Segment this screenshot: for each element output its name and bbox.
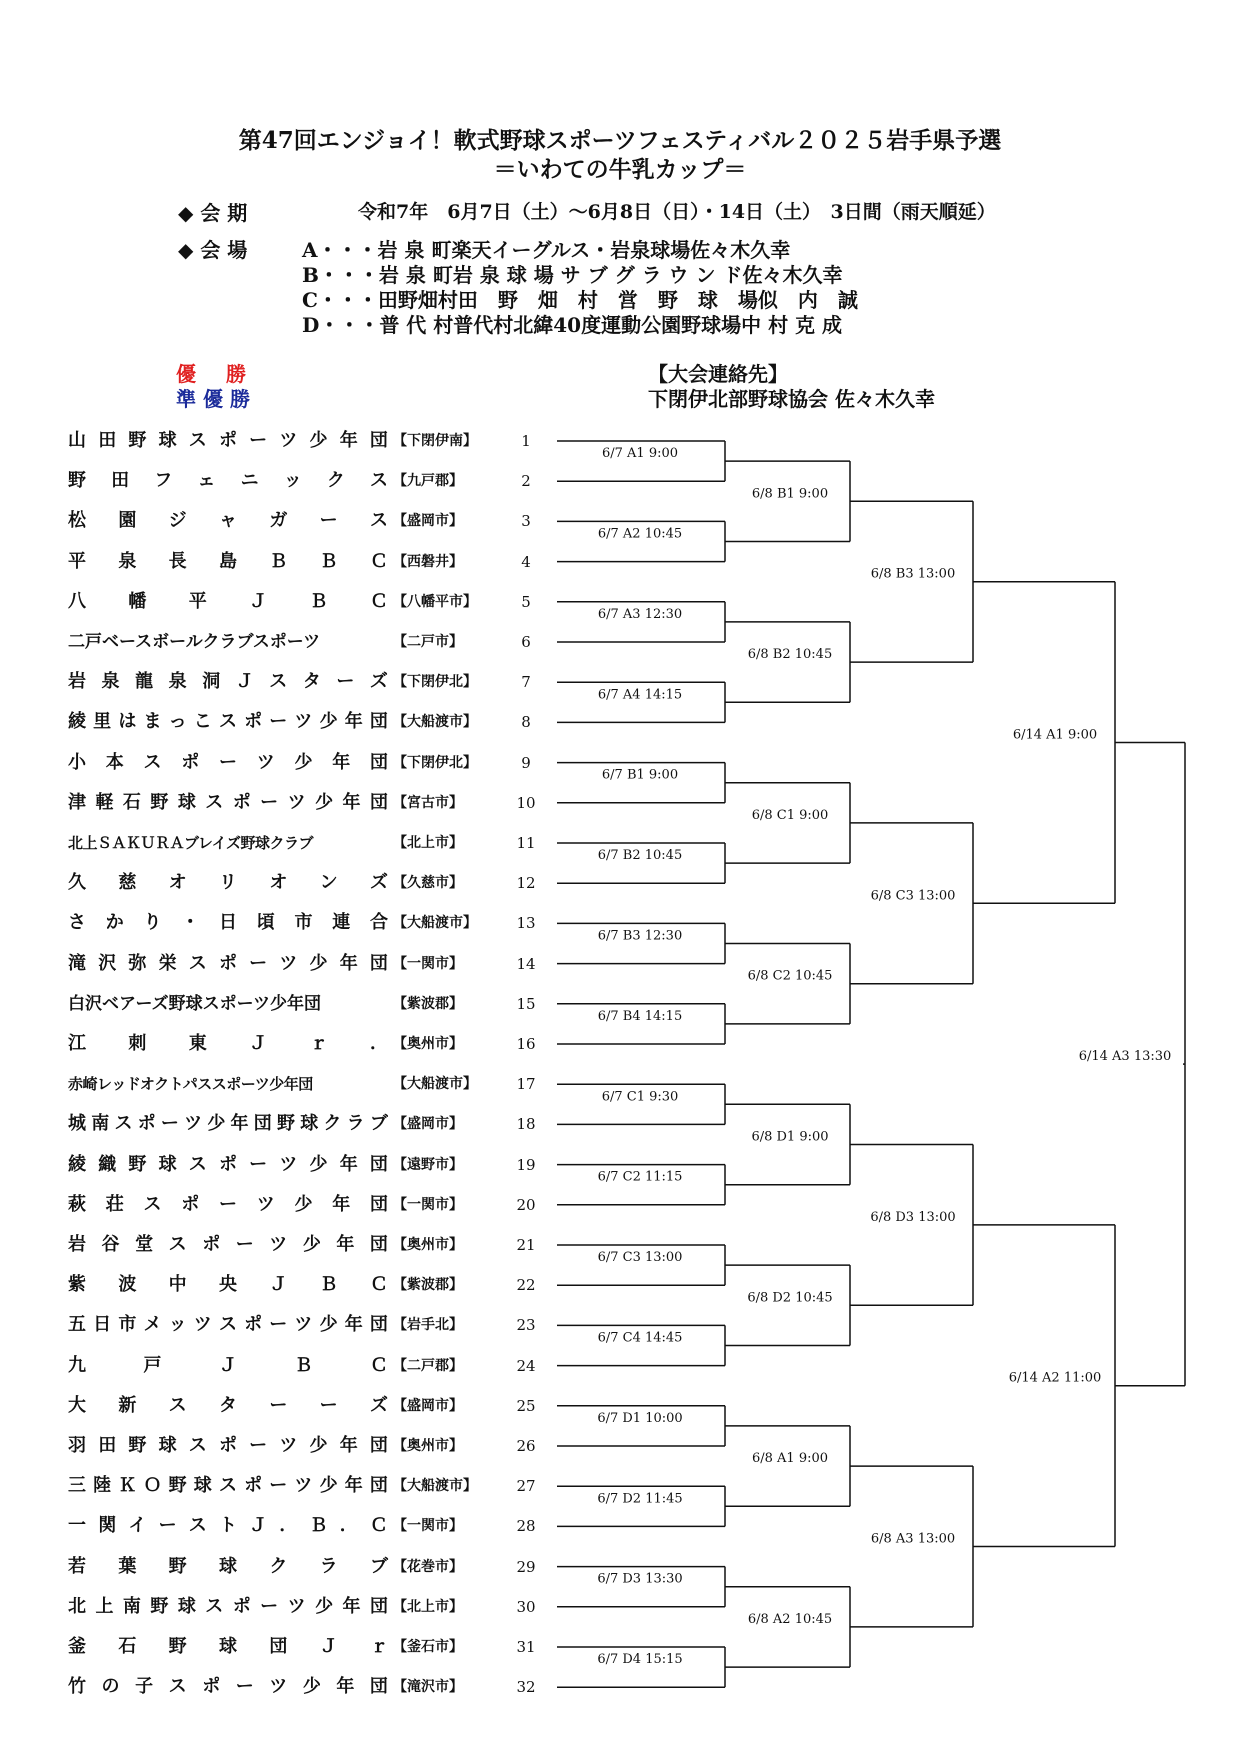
match-label: 6/8 C1 9:00 (751, 807, 829, 823)
match-label: 6/7 A2 10:45 (597, 526, 683, 542)
team-name: 五 日 市 メ ッ ツ ス ポ ー ツ 少 年 団 (68, 1314, 388, 1336)
team-name: 一 関 イ ー ス ト Ｊ ． Ｂ ． Ｃ (68, 1515, 388, 1537)
match-label: 6/7 B3 12:30 (597, 928, 683, 944)
team-number: 5 (521, 592, 531, 611)
team-region: 【大船渡市】 (393, 1478, 477, 1495)
team-region: 【八幡平市】 (393, 593, 477, 610)
match-label: 6/8 B1 9:00 (751, 486, 829, 502)
team-region: 【大船渡市】 (393, 1076, 477, 1093)
team-name: 山 田 野 球 ス ポ ー ツ 少 年 団 (68, 430, 388, 451)
team-region: 【大船渡市】 (393, 915, 477, 932)
runner-up-label: 準優勝 (176, 387, 257, 411)
team-region: 【岩手北】 (393, 1317, 463, 1334)
team-number: 26 (516, 1437, 536, 1455)
match-label: 6/7 B1 9:00 (601, 767, 679, 783)
team-region: 【一関市】 (393, 1196, 463, 1213)
match-label: 6/7 C2 11:15 (597, 1169, 683, 1185)
venue-c: C・・・田野畑村田 野 畑 村 営 野 球 場似 内 誠 (302, 288, 858, 312)
team-number: 10 (516, 793, 536, 812)
team-name: 紫 波 中 央 Ｊ Ｂ Ｃ (68, 1274, 388, 1296)
match-label: 6/8 C2 10:45 (747, 968, 833, 984)
team-number: 15 (516, 994, 536, 1013)
team-region: 【久慈市】 (393, 875, 463, 892)
team-name: 岩 谷 堂 ス ポ ー ツ 少 年 団 (68, 1234, 388, 1255)
team-number: 32 (516, 1678, 536, 1697)
match-label: 6/14 A1 9:00 (1012, 727, 1098, 743)
team-region: 【一関市】 (393, 955, 463, 972)
team-region: 【盛岡市】 (393, 1397, 463, 1414)
period-label: ◆ 会 期 (178, 201, 248, 225)
team-number: 12 (516, 874, 536, 893)
team-name: 綾 里 は ま っ こ ス ポ ー ツ 少 年 団 (68, 711, 388, 733)
tournament-title: 第47回エンジョイ！軟式野球スポーツフェスティバル２０２５岩手県予選 (238, 127, 1002, 154)
team-region: 【宮古市】 (393, 794, 463, 811)
match-label: 6/8 A3 13:00 (870, 1531, 956, 1547)
team-region: 【遠野市】 (393, 1156, 463, 1173)
team-region: 【下閉伊北】 (393, 754, 477, 771)
team-number: 31 (516, 1638, 536, 1656)
match-label: 6/8 A2 10:45 (747, 1611, 833, 1627)
match-label: 6/7 D4 15:15 (597, 1652, 683, 1668)
team-name: 滝 沢 弥 栄 ス ポ ー ツ 少 年 団 (68, 952, 388, 974)
contact-heading: 【大会連絡先】 (648, 362, 788, 386)
team-number: 28 (516, 1517, 536, 1536)
team-number: 29 (516, 1557, 536, 1576)
match-label: 6/7 D1 10:00 (597, 1410, 683, 1426)
team-name: 岩 泉 龍 泉 洞 Ｊ ス タ ー ズ (68, 671, 388, 693)
match-label: 6/7 A4 14:15 (597, 687, 683, 703)
match-label: 6/7 B4 14:15 (597, 1008, 683, 1024)
team-name: 赤崎レッドオクトパススポーツ少年団 (68, 1075, 313, 1094)
match-label: 6/8 A1 9:00 (751, 1451, 829, 1467)
team-region: 【奥州市】 (393, 1237, 463, 1253)
match-label: 6/7 C3 13:00 (597, 1250, 683, 1266)
team-number: 14 (516, 954, 536, 973)
team-name: 小 本 ス ポ ー ツ 少 年 団 (68, 751, 388, 773)
team-number: 23 (516, 1316, 536, 1335)
team-number: 17 (516, 1075, 536, 1094)
team-name: 羽 田 野 球 ス ポ ー ツ 少 年 団 (68, 1435, 388, 1456)
team-region: 【紫波郡】 (393, 1277, 463, 1294)
team-name: 大 新 ス タ ー ー ズ (68, 1394, 388, 1416)
team-region: 【下閉伊北】 (393, 674, 477, 691)
team-name: 松 園 ジ ャ ガ ー ス (68, 510, 388, 532)
team-region: 【下閉伊南】 (393, 433, 477, 449)
team-region: 【一関市】 (393, 1518, 463, 1535)
tournament-subtitle: ＝いわての牛乳カップ＝ (493, 156, 747, 183)
venue-label: ◆ 会 場 (178, 238, 248, 262)
team-name: さ か り ・ 日 頃 市 連 合 (68, 912, 388, 934)
team-region: 【奥州市】 (393, 1438, 463, 1454)
match-label: 6/8 D1 9:00 (751, 1129, 829, 1145)
team-name: 萩 荘 ス ポ ー ツ 少 年 団 (68, 1193, 388, 1215)
team-name: 北上ＳＡＫＵＲＡブレイズ野球クラブ (68, 834, 314, 852)
team-number: 3 (521, 512, 531, 531)
match-label: 6/7 D3 13:30 (597, 1571, 683, 1587)
contact-body: 下閉伊北部野球協会 佐々木久幸 (648, 387, 935, 411)
team-name: 江 刺 東 Ｊ ｒ ． (68, 1033, 388, 1054)
team-region: 【滝沢市】 (393, 1679, 463, 1696)
venue-d: D・・・普 代 村普代村北緯40度運動公園野球場中 村 克 成 (302, 313, 842, 337)
team-number: 11 (516, 834, 536, 852)
team-region: 【二戸市】 (393, 634, 463, 650)
team-number: 24 (516, 1356, 536, 1375)
team-number: 30 (516, 1597, 536, 1616)
team-number: 21 (516, 1236, 536, 1254)
team-number: 19 (516, 1155, 536, 1174)
team-region: 【北上市】 (393, 1598, 463, 1615)
match-label: 6/7 C1 9:30 (601, 1089, 679, 1105)
team-number: 9 (521, 753, 531, 772)
match-label: 6/14 A2 11:00 (1008, 1370, 1102, 1386)
team-region: 【花巻市】 (393, 1558, 463, 1575)
team-number: 2 (521, 472, 531, 491)
team-name: 若 葉 野 球 ク ラ ブ (68, 1555, 388, 1577)
team-name: 白沢ベアーズ野球スポーツ少年団 (68, 993, 321, 1014)
winner-label: 優勝 (176, 362, 276, 386)
match-label: 6/8 B2 10:45 (747, 647, 833, 663)
team-name: 二戸ベースボールクラブスポーツ (68, 632, 321, 652)
team-number: 8 (521, 713, 531, 732)
team-region: 【盛岡市】 (393, 513, 463, 530)
team-region: 【釜石市】 (393, 1639, 463, 1655)
team-region: 【奥州市】 (393, 1036, 463, 1052)
match-label: 6/14 A3 13:30 (1078, 1049, 1172, 1065)
team-name: 八 幡 平 Ｊ Ｂ Ｃ (68, 590, 388, 612)
team-region: 【大船渡市】 (393, 714, 477, 731)
team-region: 【九戸郡】 (393, 473, 463, 490)
team-region: 【紫波郡】 (393, 995, 463, 1012)
match-label: 6/7 A3 12:30 (597, 606, 683, 622)
match-label: 6/7 B2 10:45 (597, 848, 683, 864)
match-label: 6/8 B3 13:00 (870, 566, 956, 582)
team-number: 18 (516, 1115, 536, 1134)
team-name: 津 軽 石 野 球 ス ポ ー ツ 少 年 団 (68, 791, 388, 813)
team-name: 綾 織 野 球 ス ポ ー ツ 少 年 団 (68, 1153, 388, 1175)
match-label: 6/8 D3 13:00 (870, 1209, 956, 1225)
match-label: 6/7 A1 9:00 (601, 446, 679, 462)
team-name: 平 泉 長 島 Ｂ Ｂ Ｃ (68, 550, 388, 572)
team-name: 久 慈 オ リ オ ン ズ (68, 872, 388, 894)
team-region: 【北上市】 (393, 835, 463, 851)
team-region: 【西磐井】 (393, 553, 463, 570)
match-label: 6/8 D2 10:45 (747, 1290, 833, 1306)
match-label: 6/7 D2 11:45 (597, 1491, 683, 1507)
team-number: 16 (516, 1035, 536, 1053)
team-number: 6 (521, 633, 531, 651)
team-name: 北 上 南 野 球 ス ポ ー ツ 少 年 団 (68, 1595, 388, 1617)
match-label: 6/8 C3 13:00 (870, 888, 956, 904)
team-region: 【盛岡市】 (393, 1116, 463, 1133)
team-number: 7 (521, 673, 531, 692)
team-name: 釜 石 野 球 団 Ｊ ｒ (68, 1636, 388, 1657)
team-number: 25 (516, 1396, 536, 1415)
team-number: 27 (516, 1477, 536, 1496)
venue-a: A・・・岩 泉 町楽天イーグルス・岩泉球場佐々木久幸 (302, 238, 791, 262)
team-name: 野 田 フ ェ ニ ッ ク ス (68, 470, 388, 492)
team-number: 22 (516, 1276, 536, 1295)
team-name: 九 戸 Ｊ Ｂ Ｃ (68, 1354, 388, 1376)
team-name: 竹 の 子 ス ポ ー ツ 少 年 団 (68, 1676, 388, 1698)
team-number: 4 (521, 552, 531, 571)
match-label: 6/7 C4 14:45 (597, 1330, 683, 1346)
team-region: 【二戸郡】 (393, 1357, 463, 1374)
venue-b: B・・・岩 泉 町岩 泉 球 場 サ ブ グ ラ ウ ン ド佐々木久幸 (302, 263, 843, 287)
team-number: 13 (516, 914, 536, 933)
team-name: 城 南 ス ポ ー ツ 少 年 団 野 球 ク ラ ブ (68, 1113, 388, 1135)
team-number: 1 (521, 432, 531, 450)
team-name: 三 陸 Ｋ Ｏ 野 球 ス ポ ー ツ 少 年 団 (68, 1475, 388, 1497)
period-value: 令和7年 6月7日（土）～6月8日（日）・14日（土） 3日間（雨天順延） (358, 201, 996, 223)
team-number: 20 (516, 1195, 536, 1214)
